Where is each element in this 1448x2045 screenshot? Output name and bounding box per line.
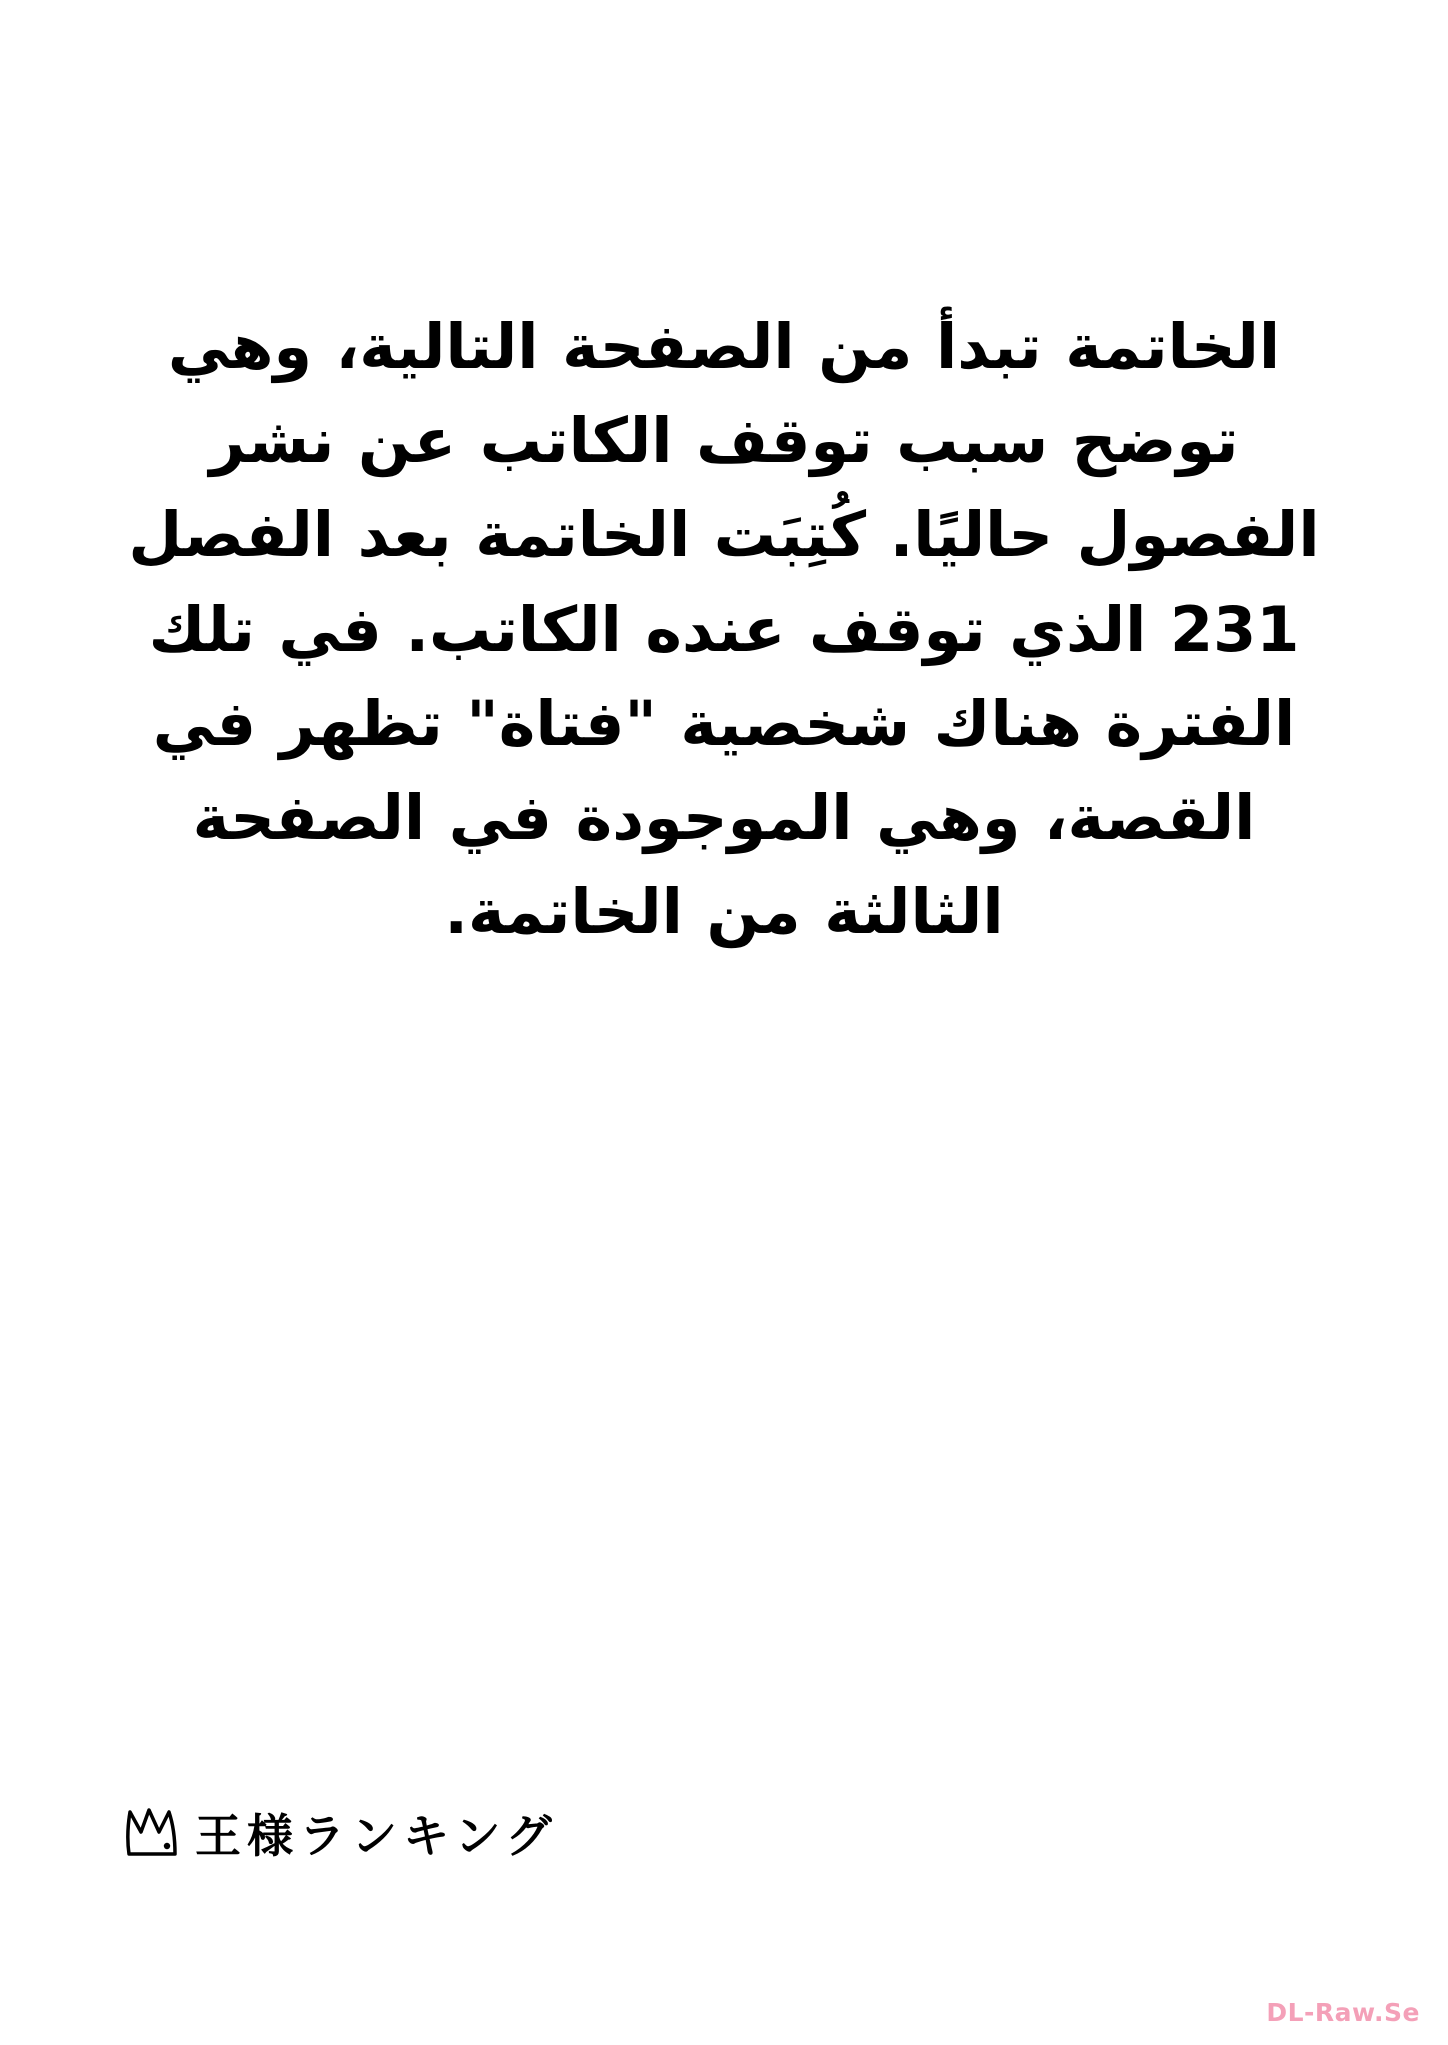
series-logo-title: 王様ランキング — [195, 1809, 558, 1863]
translator-note-text: الخاتمة تبدأ من الصفحة التالية، وهي توضح سبب توقف الكاتب عن نشر الفصول حاليًا. كُتِبَت الخاتمة بعد الفصل 231 الذي توقف عنده الكاتب. في تلك الفترة هناك شخصية "فتاة" تظهر في القصة، وهي الموجودة في الصفحة الثالثة من الخاتمة. — [104, 310, 1320, 949]
crown-icon — [125, 1806, 187, 1862]
series-logo — [125, 1800, 558, 1866]
translator-note-block — [104, 300, 1338, 960]
watermark: DL-Raw.Se — [1266, 1998, 1420, 2027]
